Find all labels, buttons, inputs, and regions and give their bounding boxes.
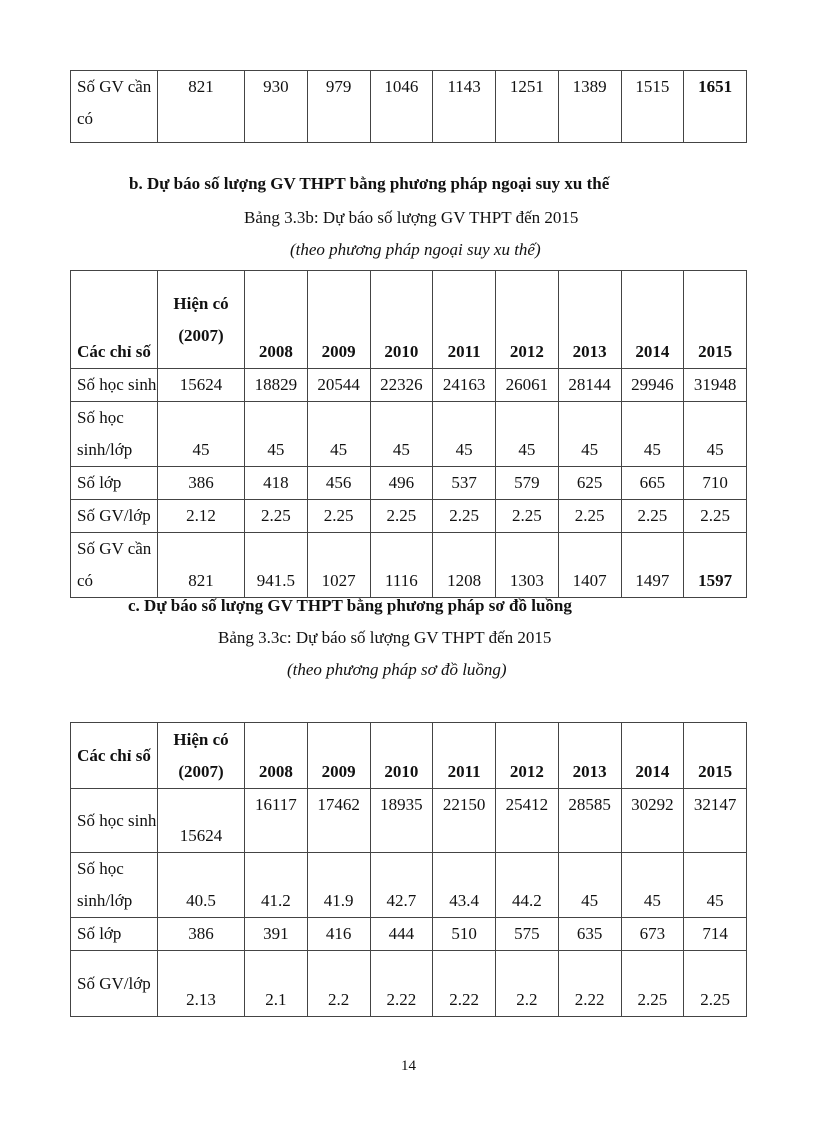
- cell: 18935: [370, 789, 433, 853]
- cell: 2.25: [307, 500, 370, 533]
- cell: 1651: [684, 71, 747, 143]
- section-c-note: (theo phương pháp sơ đồ luồng): [287, 660, 507, 679]
- cell: 510: [433, 918, 496, 951]
- cell: 821: [158, 533, 245, 598]
- table-row: [71, 918, 747, 951]
- cell: 30292: [621, 789, 684, 853]
- section-b-note: (theo phương pháp ngoại suy xu thế): [290, 240, 541, 259]
- cell: 2.22: [558, 951, 621, 1017]
- cell: 673: [621, 918, 684, 951]
- cell: 45: [433, 402, 496, 467]
- cell: 1597: [684, 533, 747, 598]
- cell: 41.9: [307, 853, 370, 918]
- row-label: Số GV cần có: [71, 71, 158, 143]
- header-cell: 2015: [684, 271, 747, 369]
- table-row: [71, 853, 747, 918]
- cell: 456: [307, 467, 370, 500]
- row-label: Số GV/lớp: [71, 500, 158, 533]
- cell: 2.13: [158, 951, 245, 1017]
- header-cell: 2008: [245, 723, 308, 789]
- cell: 1027: [307, 533, 370, 598]
- cell: 31948: [684, 369, 747, 402]
- table-row: [71, 71, 747, 143]
- table-3-3c: [70, 722, 747, 1017]
- cell: 45: [684, 853, 747, 918]
- cell: 665: [621, 467, 684, 500]
- cell: 1208: [433, 533, 496, 598]
- header-cell: 2008: [245, 271, 308, 369]
- header-row: [71, 271, 747, 369]
- row-label: Số GV cần có: [71, 533, 158, 598]
- cell: 15624: [158, 369, 245, 402]
- cell: 386: [158, 467, 245, 500]
- cell: 2.25: [684, 500, 747, 533]
- header-cell: 2013: [558, 723, 621, 789]
- table-row: [71, 402, 747, 467]
- cell: 1046: [370, 71, 433, 143]
- cell: 32147: [684, 789, 747, 853]
- cell: 22150: [433, 789, 496, 853]
- cell: 821: [158, 71, 245, 143]
- row-label: Số học sinh: [71, 789, 158, 853]
- header-cell: 2014: [621, 723, 684, 789]
- cell: 2.25: [245, 500, 308, 533]
- cell: 2.25: [370, 500, 433, 533]
- cell: 2.25: [621, 951, 684, 1017]
- row-label: Số học sinh/lớp: [71, 853, 158, 918]
- row-label: Số GV/lớp: [71, 951, 158, 1017]
- cell: 635: [558, 918, 621, 951]
- cell: 2.2: [307, 951, 370, 1017]
- header-cell: 2011: [433, 723, 496, 789]
- cell: 1303: [496, 533, 559, 598]
- header-cell: Các chỉ số: [71, 723, 158, 789]
- row-label: Số học sinh/lớp: [71, 402, 158, 467]
- cell: 1116: [370, 533, 433, 598]
- cell: 40.5: [158, 853, 245, 918]
- section-c-caption: Bảng 3.3c: Dự báo số lượng GV THPT đến 2015: [218, 628, 552, 647]
- header-cell: 2013: [558, 271, 621, 369]
- cell: 45: [558, 402, 621, 467]
- cell: 45: [684, 402, 747, 467]
- cell: 714: [684, 918, 747, 951]
- table-row: [71, 533, 747, 598]
- cell: 45: [307, 402, 370, 467]
- cell: 2.22: [370, 951, 433, 1017]
- cell: 43.4: [433, 853, 496, 918]
- cell: 1251: [496, 71, 559, 143]
- cell: 930: [245, 71, 308, 143]
- cell: 575: [496, 918, 559, 951]
- cell: 2.25: [684, 951, 747, 1017]
- cell: 2.22: [433, 951, 496, 1017]
- cell: 44.2: [496, 853, 559, 918]
- cell: 45: [496, 402, 559, 467]
- header-cell: 2014: [621, 271, 684, 369]
- header-row: [71, 723, 747, 789]
- cell: 16117: [245, 789, 308, 853]
- table-row: [71, 500, 747, 533]
- cell: 1389: [558, 71, 621, 143]
- table-row: [71, 789, 747, 853]
- table-row: [71, 467, 747, 500]
- cell: 42.7: [370, 853, 433, 918]
- cell: 2.25: [433, 500, 496, 533]
- cell: 386: [158, 918, 245, 951]
- cell: 391: [245, 918, 308, 951]
- row-label: Số lớp: [71, 918, 158, 951]
- cell: 1143: [433, 71, 496, 143]
- cell: 2.25: [496, 500, 559, 533]
- cell: 2.25: [621, 500, 684, 533]
- cell: 20544: [307, 369, 370, 402]
- header-cell: Các chỉ số: [71, 271, 158, 369]
- cell: 1407: [558, 533, 621, 598]
- table-row: [71, 951, 747, 1017]
- header-cell: 2011: [433, 271, 496, 369]
- cell: 18829: [245, 369, 308, 402]
- cell: 2.12: [158, 500, 245, 533]
- cell: 22326: [370, 369, 433, 402]
- cell: 941.5: [245, 533, 308, 598]
- cell: 496: [370, 467, 433, 500]
- cell: 418: [245, 467, 308, 500]
- cell: 537: [433, 467, 496, 500]
- header-cell: 2015: [684, 723, 747, 789]
- top-table: [70, 70, 747, 143]
- table-3-3b: [70, 270, 747, 598]
- cell: 29946: [621, 369, 684, 402]
- row-label: Số lớp: [71, 467, 158, 500]
- cell: 45: [558, 853, 621, 918]
- cell: 1515: [621, 71, 684, 143]
- cell: 579: [496, 467, 559, 500]
- cell: 45: [621, 853, 684, 918]
- cell: 25412: [496, 789, 559, 853]
- cell: 625: [558, 467, 621, 500]
- cell: 2.2: [496, 951, 559, 1017]
- cell: 45: [621, 402, 684, 467]
- cell: 24163: [433, 369, 496, 402]
- section-b-caption: Bảng 3.3b: Dự báo số lượng GV THPT đến 2015: [244, 208, 579, 227]
- cell: 15624: [158, 789, 245, 853]
- header-cell: 2012: [496, 271, 559, 369]
- header-cell: 2010: [370, 723, 433, 789]
- section-b-heading: b. Dự báo số lượng GV THPT bằng phương pháp ngoại suy xu thế: [129, 174, 610, 193]
- cell: 26061: [496, 369, 559, 402]
- cell: 45: [158, 402, 245, 467]
- row-label: Số học sinh: [71, 369, 158, 402]
- cell: 41.2: [245, 853, 308, 918]
- header-cell: Hiện có (2007): [158, 271, 245, 369]
- header-cell: 2012: [496, 723, 559, 789]
- cell: 710: [684, 467, 747, 500]
- cell: 979: [307, 71, 370, 143]
- cell: 28144: [558, 369, 621, 402]
- header-cell: 2009: [307, 271, 370, 369]
- table-row: [71, 369, 747, 402]
- section-c-heading: c. Dự báo số lượng GV THPT bằng phương pháp sơ đồ luồng: [128, 596, 572, 615]
- cell: 2.25: [558, 500, 621, 533]
- page-number: 14: [401, 1058, 416, 1074]
- cell: 416: [307, 918, 370, 951]
- cell: 17462: [307, 789, 370, 853]
- cell: 2.1: [245, 951, 308, 1017]
- header-cell: Hiện có (2007): [158, 723, 245, 789]
- cell: 45: [245, 402, 308, 467]
- cell: 1497: [621, 533, 684, 598]
- cell: 45: [370, 402, 433, 467]
- header-cell: 2009: [307, 723, 370, 789]
- header-cell: 2010: [370, 271, 433, 369]
- cell: 28585: [558, 789, 621, 853]
- cell: 444: [370, 918, 433, 951]
